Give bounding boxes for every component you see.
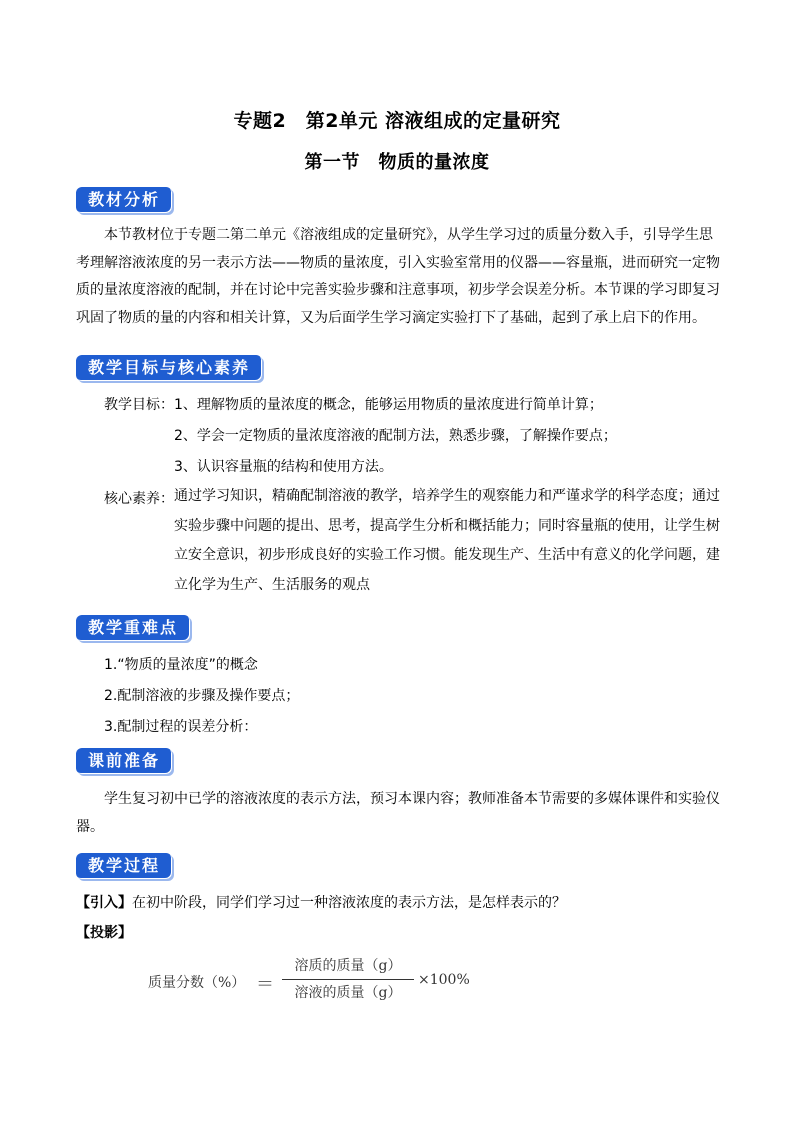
difficulty-item: 1.“物质的量浓度”的概念 <box>104 657 258 673</box>
fraction-bar <box>282 979 414 980</box>
page-subtitle: 第一节 物质的量浓度 <box>304 152 490 173</box>
objective-item: 1、理解物质的量浓度的概念，能够运用物质的量浓度进行简单计算； <box>174 397 603 413</box>
section-badge-preparation: 课前准备 <box>76 748 172 774</box>
intro-tag: 【引入】 <box>76 895 132 911</box>
intro-text: 在初中阶段，同学们学习过一种溶液浓度的表示方法，是怎样表示的？ <box>132 895 566 911</box>
formula-denominator: 溶液的质量（g） <box>294 985 402 1001</box>
objective-item: 3、认识容量瓶的结构和使用方法。 <box>174 459 393 475</box>
formula-lhs: 质量分数（%） <box>148 975 246 991</box>
formula-times: ×100% <box>418 972 470 988</box>
core-literacy-label: 核心素养： <box>104 491 174 507</box>
preparation-paragraph: 学生复习初中已学的溶液浓度的表示方法，预习本课内容；教师准备本节需要的多媒体课件和实验仪器。 <box>76 791 720 835</box>
core-literacy-text: 通过学习知识，精确配制溶液的教学，培养学生的观察能力和严谨求学的科学态度；通过实验步骤中问题的提出、思考，提高学生分析和概括能力；同时容量瓶的使用，让学生树立安全意识，初步形成良好的实验工作习惯。能发现生产、生活中有意义的化学问题，建立化学为生产、生活服务的观点 <box>174 488 720 593</box>
projection-tag: 【投影】 <box>76 925 132 941</box>
difficulty-item: 3.配制过程的误差分析： <box>104 719 258 735</box>
section-badge-objectives: 教学目标与核心素养 <box>76 355 262 381</box>
page-title: 专题2 第2单元 溶液组成的定量研究 <box>233 110 561 132</box>
formula-fraction <box>282 956 414 1003</box>
formula-numerator: 溶质的质量（g） <box>294 958 402 974</box>
intro-line <box>76 892 566 912</box>
difficulty-item: 2.配制溶液的步骤及操作要点； <box>104 688 300 704</box>
section-badge-process: 教学过程 <box>76 853 172 879</box>
section-badge-difficulties: 教学重难点 <box>76 615 190 641</box>
objectives-label: 教学目标： <box>104 397 174 413</box>
analysis-paragraph: 本节教材位于专题二第二单元《溶液组成的定量研究》，从学生学习过的质量分数入手，引导学生思考理解溶液浓度的另一表示方法——物质的量浓度，引入实验室常用的仪器——容量瓶，进而研究一定物质的量浓度溶液的配制，并在讨论中完善实验步骤和注意事项，初步学会误差分析。本节课的学习即复习巩固了物质的量的内容和相关计算，又为后面学生学习滴定实验打下了基础，起到了承上启下的作用。 <box>76 227 720 326</box>
objective-item: 2、学会一定物质的量浓度溶液的配制方法，熟悉步骤，了解操作要点； <box>174 428 617 444</box>
formula-equals: ＝ <box>256 974 274 995</box>
section-badge-analysis: 教材分析 <box>76 187 172 213</box>
